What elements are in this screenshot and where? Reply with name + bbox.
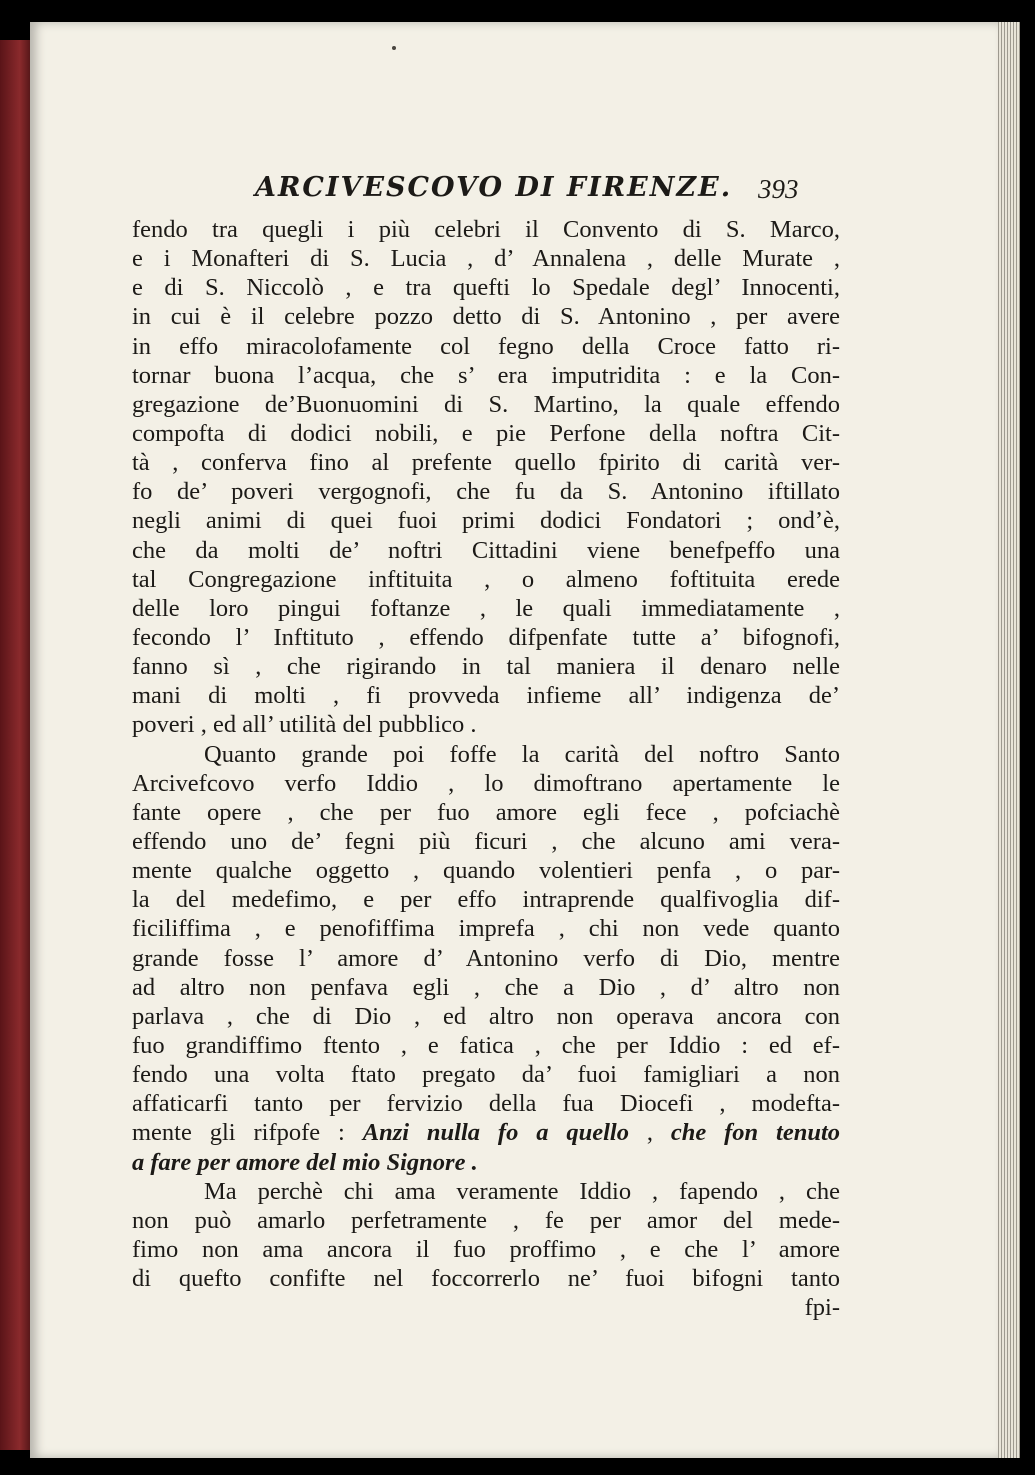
text-line: di quefto confifte nel foccorrerlo ne’ fuoi bifogni tanto bbox=[132, 1265, 840, 1293]
book-page bbox=[30, 22, 998, 1458]
text-line: grande fosse l’ amore d’ Antonino verfo di Dio, mentre bbox=[132, 944, 840, 972]
text-line: fante opere , che per fuo amore egli fece , pofciachè bbox=[132, 798, 840, 826]
text-line: delle loro pingui foftanze , le quali immediatamente , bbox=[132, 594, 840, 622]
text-line: fuo grandiffimo ftento , e fatica , che per Iddio : ed ef- bbox=[132, 1031, 840, 1059]
paragraph-start-line: Quanto grande poi foffe la carità del noftro Santo bbox=[204, 740, 840, 768]
italic-quote-end-line bbox=[132, 1148, 840, 1177]
italic-quote-a: Anzi nulla fo a quello bbox=[362, 1119, 629, 1147]
text-line: non può amarlo perfetramente , fe per amor del mede- bbox=[132, 1206, 840, 1234]
italic-quote-b: che fon tenuto bbox=[670, 1119, 840, 1147]
text-line: che da molti de’ noftri Cittadini viene benefpeffo una bbox=[132, 536, 840, 564]
text-line: parlava , che di Dio , ed altro non operava ancora con bbox=[132, 1002, 840, 1030]
text-line: in cui è il celebre pozzo detto di S. Antonino , per avere bbox=[132, 303, 840, 331]
paragraph-end-line: poveri , ed all’ utilità del pubblico . bbox=[132, 711, 477, 739]
text-line: fecondo l’ Inftituto , effendo difpenfate tutte a’ bifognofi, bbox=[132, 623, 840, 651]
page-edges bbox=[996, 22, 1020, 1458]
text-line: e i Monafteri di S. Lucia , d’ Annalena , delle Murate , bbox=[132, 245, 840, 273]
text-line: in effo miracolofamente col fegno della Croce fatto ri- bbox=[132, 332, 840, 360]
text-line: la del medefimo, e per effo intraprende qualfivoglia dif- bbox=[132, 886, 840, 914]
text-line: fanno sì , che rigirando in tal maniera il denaro nelle bbox=[132, 653, 840, 681]
text-line: affaticarfi tanto per fervizio della fua Diocefi , modefta- bbox=[132, 1090, 840, 1118]
text-line: mente qualche oggetto , quando volentieri penfa , o par- bbox=[132, 857, 840, 885]
italic-quote-c: a fare per amore del mio Signore . bbox=[132, 1148, 478, 1176]
page-number: 393 bbox=[758, 174, 799, 204]
quote-intro-line bbox=[132, 1118, 840, 1147]
text-line: fimo non ama ancora il fuo proffimo , e che l’ amore bbox=[132, 1235, 840, 1263]
text-line: ficiliffima , e penofiffima imprefa , chi non vede quanto bbox=[132, 915, 840, 943]
text-line: fendo tra quegli i più celebri il Convento di S. Marco, bbox=[132, 216, 840, 243]
text-line: tornar buona l’acqua, che s’ era imputridita : e la Con- bbox=[132, 361, 840, 389]
catchword: fpi- bbox=[804, 1294, 840, 1322]
text-line: mani di molti , fi provveda infieme all’ indigenza de’ bbox=[132, 682, 840, 710]
running-title: ARCIVESCOVO DI FIRENZE. bbox=[255, 172, 733, 203]
body-text bbox=[132, 215, 840, 1322]
text-line: fo de’ poveri vergognofi, che fu da S. Antonino iftillato bbox=[132, 478, 840, 506]
quote-separator: , bbox=[628, 1119, 671, 1147]
quote-intro: mente gli rifpofe : bbox=[132, 1119, 345, 1147]
text-line: e di S. Niccolò , e tra quefti lo Spedale degl’ Innocenti, bbox=[132, 274, 840, 302]
text-line: compofta di dodici nobili, e pie Perfone della noftra Cit- bbox=[132, 419, 840, 447]
text-line: gregazione de’Buonuomini di S. Martino, la quale effendo bbox=[132, 390, 840, 418]
text-line: Arcivefcovo verfo Iddio , lo dimoftrano apertamente le bbox=[132, 769, 840, 797]
text-line: negli animi di quei fuoi primi dodici Fondatori ; ond’è, bbox=[132, 507, 840, 535]
paragraph-start-line: Ma perchè chi ama veramente Iddio , fapendo , che bbox=[204, 1177, 840, 1205]
ink-speck bbox=[392, 46, 396, 50]
text-line: fendo una volta ftato pregato da’ fuoi famigliari a non bbox=[132, 1061, 840, 1089]
text-line: ad altro non penfava egli , che a Dio , d’ altro non bbox=[132, 973, 840, 1001]
text-line: tal Congregazione inftituita , o almeno foftituita erede bbox=[132, 565, 840, 593]
text-line: effendo uno de’ fegni più ficuri , che alcuno ami vera- bbox=[132, 827, 840, 855]
running-head bbox=[30, 172, 998, 212]
text-line: tà , conferva fino al prefente quello fpirito di carità ver- bbox=[132, 449, 840, 477]
